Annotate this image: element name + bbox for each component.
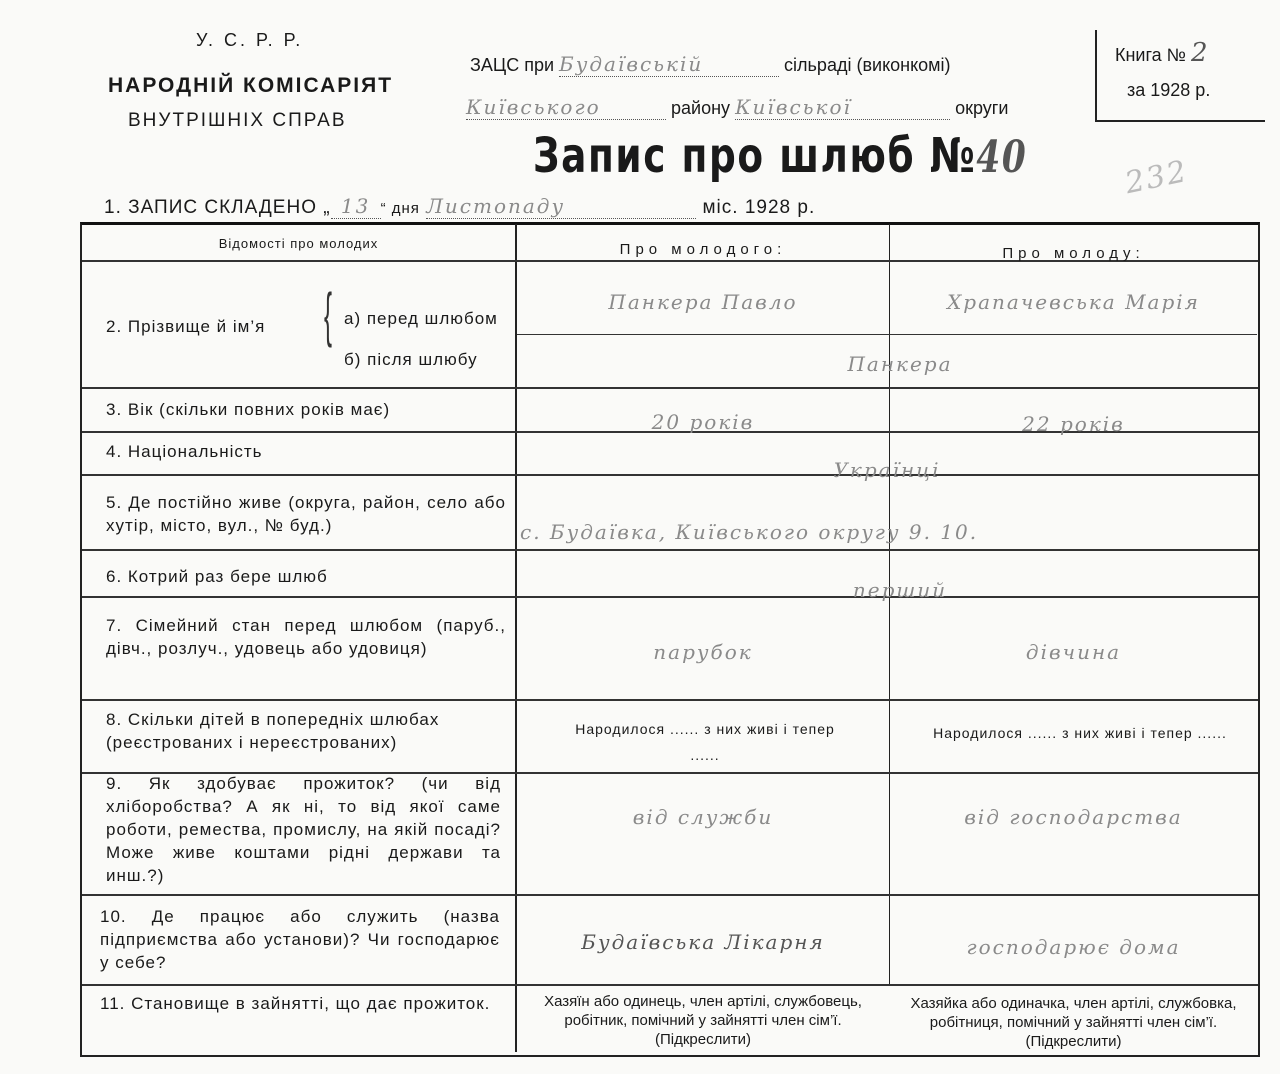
commissariat: НАРОДНІЙ КОМІСАРІЯТ xyxy=(108,74,394,97)
brace-icon: { xyxy=(324,281,333,348)
zags-value: Будаївській xyxy=(559,52,779,77)
row-sub-before: а) перед шлюбом xyxy=(344,309,498,328)
okrug-value: Київської xyxy=(735,95,950,120)
row-label-name: 2. Прізвище й ім’я xyxy=(106,317,266,336)
bride-livelihood: від господарства xyxy=(964,805,1183,829)
entry-line xyxy=(104,194,815,219)
col-divider xyxy=(515,224,517,1052)
bride-name-before: Храпачевська Марія xyxy=(947,290,1200,314)
entry-label: 1. ЗАПИС СКЛАДЕНО „ xyxy=(104,197,331,218)
row-label-marital-status: 7. Сімейний стан перед шлюбом (паруб., дівч., розлуч., удовець або удовиця) xyxy=(106,616,506,658)
book-underline xyxy=(1095,120,1265,122)
row-label-marriage-count: 6. Котрий раз бере шлюб xyxy=(106,567,328,586)
bride-workplace: господарює дома xyxy=(966,935,1181,959)
groom-children: Народилося ...... з них живі і тепер ...... xyxy=(575,721,835,763)
rayon-label: району xyxy=(671,98,731,118)
row-divider xyxy=(82,699,1258,701)
rayon-line xyxy=(466,95,1008,120)
bride-children: Народилося ...... з них живі і тепер ...... xyxy=(933,725,1227,741)
name-after: Панкера xyxy=(847,352,953,376)
book-year: за 1928 р. xyxy=(1127,80,1211,100)
row-divider xyxy=(82,894,1258,896)
col-header-groom: Про молодого: xyxy=(619,241,787,258)
col-header-info: Відомості про молодих xyxy=(218,236,379,251)
book-value: 2 xyxy=(1191,38,1210,68)
page-note: 232 xyxy=(1122,153,1192,202)
residence: с. Будаївка, Київського округу 9. 10. xyxy=(520,520,979,544)
col-divider xyxy=(889,224,890,986)
row-label-age: 3. Вік (скільки повних років має) xyxy=(106,400,391,419)
book-divider xyxy=(1095,30,1097,120)
title-text: Запис про шлюб № xyxy=(533,128,977,184)
entry-month: Листопаду xyxy=(426,194,696,219)
row-divider xyxy=(82,549,1258,551)
groom-livelihood: від служби xyxy=(632,805,774,829)
row-label-livelihood: 9. Як здобуває прожиток? (чи від хліборобства? А як ні, то від якої саме роботи, ремества, промислу, на якій посаді? Може живе коштами рідні держави та инш.?) xyxy=(106,774,501,885)
groom-workplace: Будаївська Лікарня xyxy=(581,930,825,954)
department: ВНУТРІШНІХ СПРАВ xyxy=(128,110,347,131)
book-label: Книга № xyxy=(1115,45,1186,65)
zags-label: ЗАЦС при xyxy=(470,55,555,75)
bride-age: 22 років xyxy=(1022,412,1125,436)
groom-employment: Хазяїн або одинець, член артілі, службовець, робітник, помічний у зайнятті член сім’ї. (Підкреслити) xyxy=(544,993,862,1048)
row-divider xyxy=(82,387,1258,389)
row-sub-after: б) після шлюбу xyxy=(344,350,478,369)
page-title xyxy=(533,128,1027,184)
republic: У. С. Р. Р. xyxy=(196,30,304,50)
month-label: міс. 1928 р. xyxy=(702,197,816,218)
row-label-children: 8. Скільки дітей в попередніх шлюбах (реєстрованих і нереєстрованих) xyxy=(106,710,440,752)
row-divider xyxy=(517,334,1257,335)
bride-marital-status: дівчина xyxy=(1025,640,1122,664)
rayon-value: Київського xyxy=(466,95,666,120)
book-number xyxy=(1115,38,1210,68)
okrug-label: округи xyxy=(955,98,1009,118)
day-label: “ дня xyxy=(380,200,420,217)
row-label-nationality: 4. Національність xyxy=(106,442,263,461)
row-label-residence: 5. Де постійно живе (округа, район, село або хутір, місто, вул., № буд.) xyxy=(106,493,506,535)
bride-employment: Хазяйка або одиначка, член артілі, службовка, робітниця, помічний у зайнятті член сім’ї. (Підкреслити) xyxy=(910,995,1237,1050)
nationality: Українці xyxy=(833,458,941,482)
groom-age: 20 років xyxy=(651,410,755,434)
row-label-workplace: 10. Де працює або служить (назва підприємства або установи)? Чи господарює у себе? xyxy=(100,907,500,972)
marriage-count: перший xyxy=(852,578,948,602)
groom-marital-status: парубок xyxy=(653,640,753,664)
col-header-bride: Про молоду: xyxy=(1002,245,1145,262)
entry-day: 13 xyxy=(331,194,381,219)
record-number: 40 xyxy=(976,132,1028,183)
zags-line xyxy=(470,52,951,77)
groom-name-before: Панкера Павло xyxy=(608,290,798,314)
row-divider xyxy=(82,984,1258,986)
row-label-employment: 11. Становище в зайнятті, що дає прожиток. xyxy=(100,994,491,1013)
council-label: сільраді (виконкомі) xyxy=(784,55,951,75)
